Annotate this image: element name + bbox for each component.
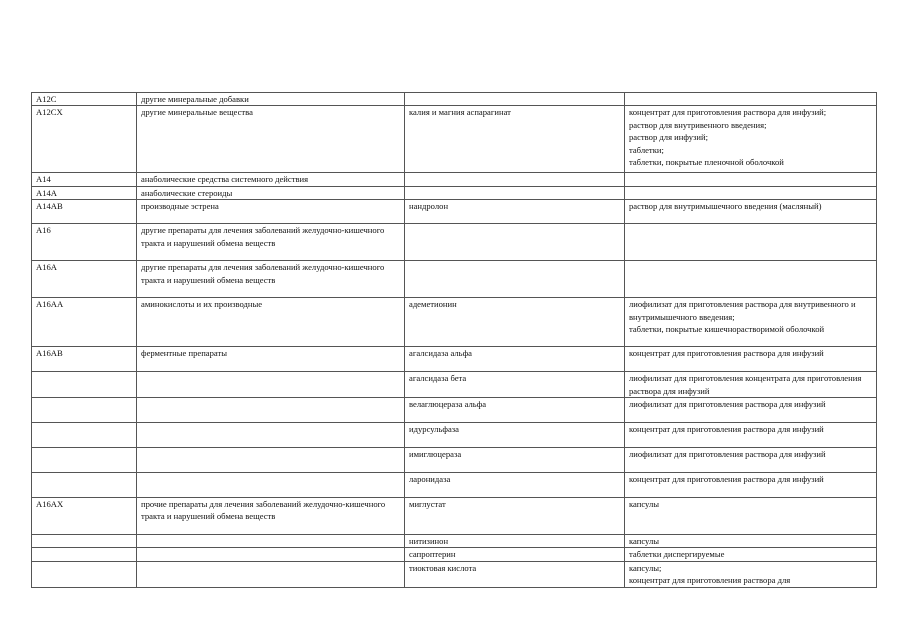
atc-code-cell: A16AA (32, 298, 137, 347)
dosage-form-cell: капсулы (625, 498, 877, 535)
group-name-cell (137, 548, 405, 561)
dosage-form-cell: концентрат для приготовления раствора для инфузий (625, 347, 877, 372)
group-name-cell (137, 372, 405, 398)
dosage-form-cell: лиофилизат для приготовления раствора для инфузий (625, 398, 877, 423)
inn-cell: агалсидаза альфа (405, 347, 625, 372)
atc-code-cell: A16 (32, 224, 137, 261)
dosage-form-cell: таблетки диспергируемые (625, 548, 877, 561)
table-row (32, 200, 877, 224)
dosage-form-cell (625, 224, 877, 261)
group-name-cell (137, 473, 405, 498)
inn-cell: тиоктовая кислота (405, 561, 625, 587)
table-row (32, 498, 877, 535)
inn-cell (405, 93, 625, 106)
group-name-cell: другие минеральные вещества (137, 106, 405, 173)
table-row (32, 535, 877, 548)
atc-code-cell: A14AB (32, 200, 137, 224)
dosage-form-cell: лиофилизат для приготовления концентрата для приготовления раствора для инфузий (625, 372, 877, 398)
dosage-form-cell: капсулы; концентрат для приготовления раствора для (625, 561, 877, 587)
inn-cell: калия и магния аспарагинат (405, 106, 625, 173)
atc-code-cell: A16AX (32, 498, 137, 535)
group-name-cell: анаболические стероиды (137, 186, 405, 199)
group-name-cell: ферментные препараты (137, 347, 405, 372)
atc-code-cell (32, 448, 137, 473)
table-row (32, 448, 877, 473)
group-name-cell: анаболические средства системного действия (137, 173, 405, 186)
table-row (32, 473, 877, 498)
inn-cell: адеметионин (405, 298, 625, 347)
inn-cell: ларонидаза (405, 473, 625, 498)
inn-cell (405, 173, 625, 186)
group-name-cell (137, 398, 405, 423)
atc-code-cell (32, 548, 137, 561)
table-row (32, 347, 877, 372)
atc-code-cell (32, 535, 137, 548)
atc-code-cell (32, 423, 137, 448)
dosage-form-cell (625, 261, 877, 298)
dosage-form-cell (625, 93, 877, 106)
atc-code-cell: A12CX (32, 106, 137, 173)
group-name-cell: прочие препараты для лечения заболеваний желудочно-кишечного тракта и нарушений обмена веществ (137, 498, 405, 535)
table-body (32, 93, 877, 588)
inn-cell: агалсидаза бета (405, 372, 625, 398)
dosage-form-cell: концентрат для приготовления раствора для инфузий (625, 473, 877, 498)
table-row (32, 298, 877, 347)
atc-code-cell (32, 398, 137, 423)
inn-cell: миглустат (405, 498, 625, 535)
dosage-form-cell: лиофилизат для приготовления раствора для инфузий (625, 448, 877, 473)
inn-cell: имиглюцераза (405, 448, 625, 473)
table-row (32, 93, 877, 106)
dosage-form-cell (625, 186, 877, 199)
table-row (32, 423, 877, 448)
inn-cell (405, 186, 625, 199)
dosage-form-cell: концентрат для приготовления раствора для инфузий; раствор для внутривенного введения; раствор для инфузий; таблетки; таблетки, покрытые пленочной оболочкой (625, 106, 877, 173)
inn-cell: сапроптерин (405, 548, 625, 561)
inn-cell (405, 261, 625, 298)
table-row (32, 372, 877, 398)
drug-list-table (31, 92, 877, 588)
group-name-cell: другие минеральные добавки (137, 93, 405, 106)
atc-code-cell (32, 561, 137, 587)
table-row (32, 261, 877, 298)
atc-code-cell: A14 (32, 173, 137, 186)
group-name-cell (137, 535, 405, 548)
dosage-form-cell: капсулы (625, 535, 877, 548)
table-row (32, 224, 877, 261)
atc-code-cell: A12C (32, 93, 137, 106)
table-row (32, 173, 877, 186)
atc-code-cell (32, 372, 137, 398)
table-row (32, 398, 877, 423)
group-name-cell (137, 448, 405, 473)
group-name-cell: аминокислоты и их производные (137, 298, 405, 347)
group-name-cell (137, 423, 405, 448)
group-name-cell (137, 561, 405, 587)
table-row (32, 561, 877, 587)
table-row (32, 186, 877, 199)
group-name-cell: другие препараты для лечения заболеваний желудочно-кишечного тракта и нарушений обмена веществ (137, 224, 405, 261)
table-row (32, 548, 877, 561)
dosage-form-cell (625, 173, 877, 186)
inn-cell: нандролон (405, 200, 625, 224)
table-row (32, 106, 877, 173)
group-name-cell: другие препараты для лечения заболеваний желудочно-кишечного тракта и нарушений обмена веществ (137, 261, 405, 298)
atc-code-cell: A16AB (32, 347, 137, 372)
group-name-cell: производные эстрена (137, 200, 405, 224)
dosage-form-cell: концентрат для приготовления раствора для инфузий (625, 423, 877, 448)
atc-code-cell (32, 473, 137, 498)
atc-code-cell: A14A (32, 186, 137, 199)
inn-cell: велаглюцераза альфа (405, 398, 625, 423)
inn-cell (405, 224, 625, 261)
dosage-form-cell: лиофилизат для приготовления раствора для внутривенного и внутримышечного введения; таблетки, покрытые кишечнорастворимой оболочкой (625, 298, 877, 347)
atc-code-cell: A16A (32, 261, 137, 298)
inn-cell: идурсульфаза (405, 423, 625, 448)
inn-cell: нитизинон (405, 535, 625, 548)
dosage-form-cell: раствор для внутримышечного введения (масляный) (625, 200, 877, 224)
